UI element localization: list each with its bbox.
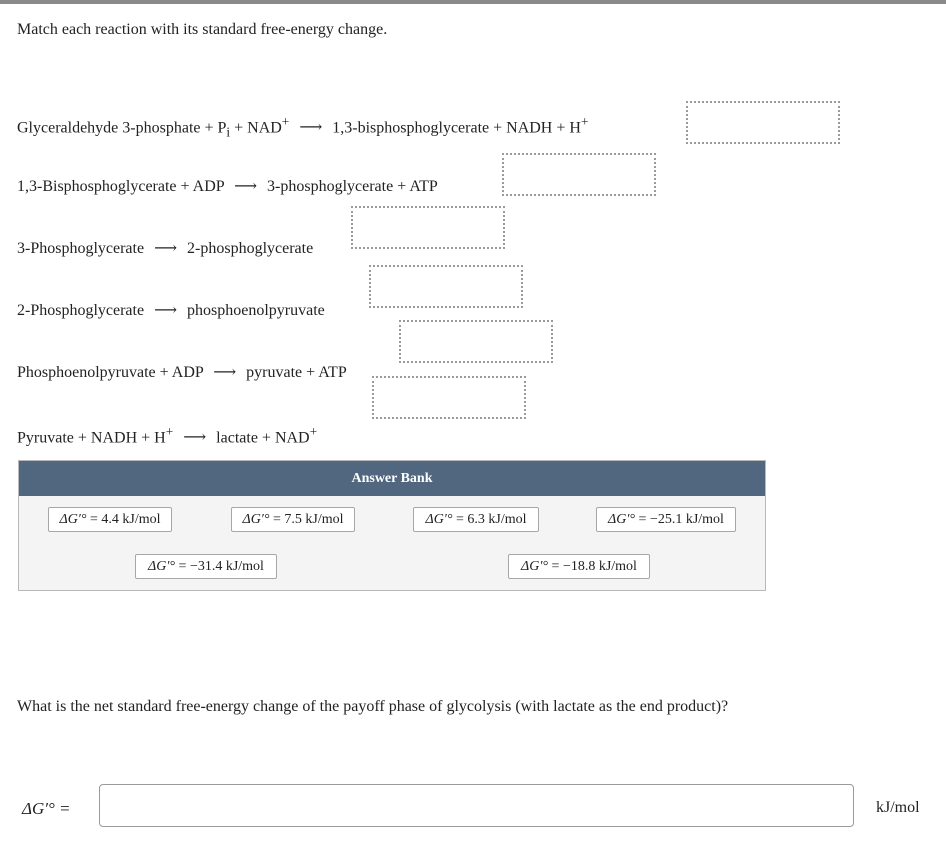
product: 1,3-bisphosphoglycerate + NADH + H (332, 119, 581, 137)
answer-value: 4.4 kJ/mol (101, 512, 161, 527)
delta-g-symbol: ΔG′° (148, 559, 176, 574)
drop-target-6[interactable] (372, 376, 526, 419)
net-energy-input[interactable] (99, 784, 854, 827)
delta-g-symbol: ΔG′° (425, 512, 453, 527)
subscript: i (226, 124, 231, 140)
unit-label: kJ/mol (876, 799, 920, 816)
superscript: + (309, 424, 318, 439)
delta-g-symbol: ΔG′° (242, 512, 270, 527)
reaction-3 (17, 238, 313, 258)
reactant-rest: + NAD (230, 119, 282, 137)
drop-target-4[interactable] (369, 265, 523, 308)
reactant: 3-Phosphoglycerate (17, 240, 145, 257)
superscript: + (165, 424, 174, 439)
answer-bank (18, 460, 766, 591)
product: 3-phosphoglycerate + ATP (267, 178, 438, 195)
answer-value: 7.5 kJ/mol (284, 512, 344, 527)
reaction-arrow: ⟶ (183, 429, 207, 447)
drop-target-1[interactable] (686, 101, 840, 144)
superscript: + (580, 114, 589, 129)
reaction-2 (17, 176, 438, 196)
reaction-arrow: ⟶ (154, 302, 178, 319)
answer-value: −25.1 kJ/mol (649, 512, 724, 527)
reactant: 2-Phosphoglycerate (17, 302, 145, 319)
answer-option-4[interactable]: ΔG′° = −25.1 kJ/mol (596, 507, 736, 532)
answer-option-2[interactable]: ΔG′° = 7.5 kJ/mol (231, 507, 355, 532)
delta-g-symbol: ΔG′° (59, 512, 87, 527)
top-border (0, 0, 946, 4)
reactant: Pyruvate + NADH + H (17, 429, 166, 447)
answer-value: −31.4 kJ/mol (189, 559, 264, 574)
answer-value: 6.3 kJ/mol (467, 512, 527, 527)
reaction-4 (17, 300, 325, 320)
answer-value: −18.8 kJ/mol (562, 559, 637, 574)
instructions: Match each reaction with its standard free-energy change. (17, 21, 388, 38)
product: lactate + NAD (216, 429, 310, 447)
reactant: Phosphoenolpyruvate + ADP (17, 364, 204, 381)
drop-target-5[interactable] (399, 320, 553, 363)
superscript: + (281, 114, 290, 129)
product: 2-phosphoglycerate (187, 240, 314, 257)
drop-target-2[interactable] (502, 153, 656, 196)
reaction-arrow: ⟶ (154, 240, 178, 257)
answer-option-6[interactable]: ΔG′° = −18.8 kJ/mol (508, 554, 650, 579)
net-energy-question: What is the net standard free-energy change of the payoff phase of glycolysis (with lactate as the end product)? (17, 698, 729, 715)
answer-bank-title: Answer Bank (19, 461, 765, 496)
reaction-5 (17, 362, 347, 382)
reaction-6 (17, 424, 317, 447)
answer-option-1[interactable]: ΔG′° = 4.4 kJ/mol (48, 507, 172, 532)
product: phosphoenolpyruvate (187, 302, 325, 319)
delta-g-symbol: ΔG′° (521, 559, 549, 574)
reaction-arrow: ⟶ (299, 119, 323, 137)
product: pyruvate + ATP (246, 364, 347, 381)
answer-option-5[interactable]: ΔG′° = −31.4 kJ/mol (135, 554, 277, 579)
reaction-arrow: ⟶ (213, 364, 237, 381)
reactant: Glyceraldehyde 3-phosphate + P (17, 119, 227, 137)
reactant: 1,3-Bisphosphoglycerate + ADP (17, 178, 225, 195)
delta-g-label (22, 799, 71, 819)
delta-g-label-text: ΔG′° = (22, 799, 71, 818)
drop-target-3[interactable] (351, 206, 505, 249)
reaction-arrow: ⟶ (234, 178, 258, 195)
reaction-1 (17, 114, 588, 141)
answer-option-3[interactable]: ΔG′° = 6.3 kJ/mol (413, 507, 539, 532)
delta-g-symbol: ΔG′° (608, 512, 636, 527)
